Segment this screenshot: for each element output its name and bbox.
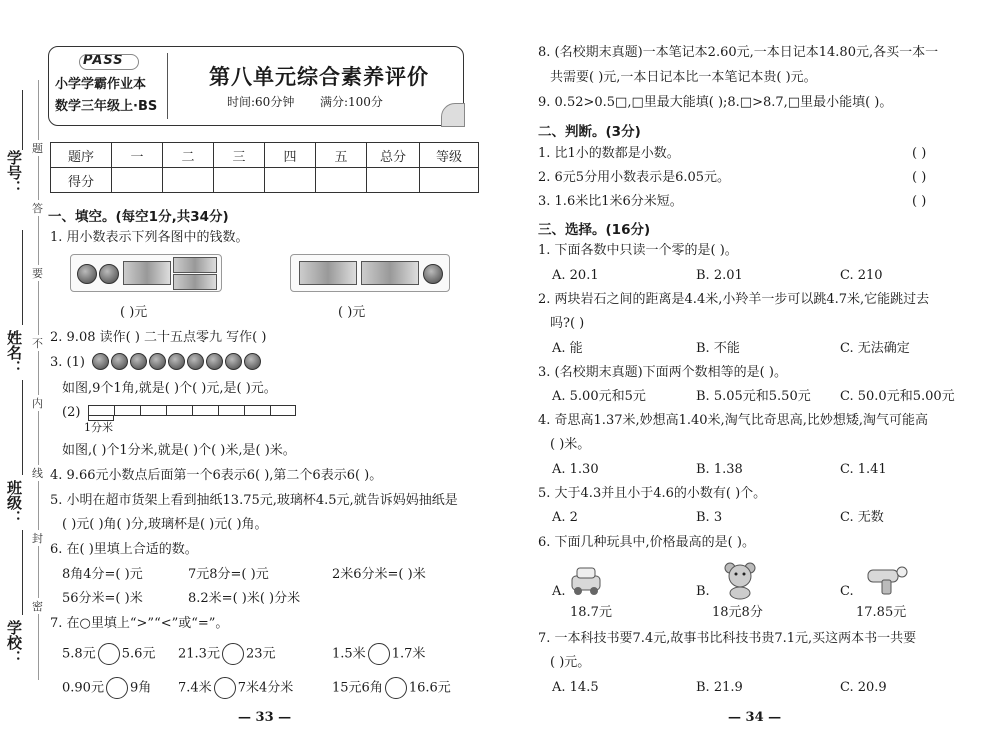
q8-text-a: 8. (名校期末真题)一本笔记本2.60元,一本日记本14.80元,各买一本一 [538, 45, 939, 60]
option-a[interactable]: A. 2 [552, 510, 578, 525]
money-picture-a [70, 254, 222, 292]
score-table [50, 142, 479, 193]
option-c[interactable]: C. 无数 [840, 510, 884, 525]
option-a[interactable]: A. 5.00元和5元 [552, 389, 646, 404]
banknote-icon [361, 261, 419, 285]
q6-item: 8角4分=( )元 [62, 567, 143, 582]
c2-text-a: 2. 两块岩石之间的距离是4.4米,小羚羊一步可以跳4.7米,它能跳过去 [538, 292, 930, 307]
one-yuan-coin-icon [99, 264, 119, 284]
option-c[interactable]: C. 50.0元和5.00元 [840, 389, 955, 404]
c7-text-b: ( )元。 [550, 655, 591, 670]
option-b[interactable]: B. 2.01 [696, 268, 743, 283]
option-a[interactable]: A. 能 [552, 341, 583, 356]
option-b[interactable]: B. 不能 [696, 341, 740, 356]
page-curl-decoration [441, 103, 465, 127]
score-input-cell[interactable] [316, 168, 367, 193]
score-input-cell[interactable] [265, 168, 316, 193]
time-limit: 时间:60分钟 [227, 95, 295, 109]
one-jiao-coin-icon [225, 353, 242, 370]
q7-compare [62, 643, 155, 665]
table-row [51, 168, 479, 193]
seal-char: 题 [32, 142, 43, 155]
page-number: — 33 — [238, 710, 292, 725]
section-fill-in: 一、填空。(每空1分,共34分) [48, 209, 229, 225]
q5-text-b: ( )元( )角( )分,玻璃杯是( )元( )角。 [62, 517, 268, 532]
page-number: — 34 — [728, 710, 782, 725]
option-c-letter[interactable]: C. [840, 584, 854, 599]
q5-text-a: 5. 小明在超市货架上看到抽纸13.75元,玻璃杯4.5元,就告诉妈妈抽纸是 [50, 493, 458, 508]
full-score: 满分:100分 [319, 95, 383, 109]
q8-text-b: 共需要( )元,一本日记本比一本笔记本贵( )元。 [550, 70, 817, 85]
judge-item-2: 2. 6元5分用小数表示是6.05元。 [538, 170, 731, 185]
compare-circle-input[interactable] [222, 643, 244, 665]
one-jiao-coin-icon [92, 353, 109, 370]
q7-compare [332, 677, 451, 699]
option-b[interactable]: B. 1.38 [696, 462, 743, 477]
one-jiao-coin-icon [206, 353, 223, 370]
c4-text-b: ( )米。 [550, 437, 591, 452]
table-cell: 二 [163, 143, 214, 168]
score-input-cell[interactable] [367, 168, 420, 193]
section-choice: 三、选择。(16分) [538, 222, 651, 238]
seal-char: 内 [32, 397, 43, 410]
name-label: 姓名： [5, 330, 23, 375]
price-c: 17.85元 [856, 605, 907, 620]
class-label: 班级： [5, 480, 23, 525]
q6-text: 6. 在( )里填上合适的数。 [50, 542, 198, 557]
q7-compare [178, 677, 293, 699]
student-id-label: 学号： [5, 150, 23, 195]
q6-item: 7元8分=( )元 [188, 567, 269, 582]
score-input-cell[interactable] [214, 168, 265, 193]
judge-answer-1[interactable]: ( ) [912, 146, 927, 161]
option-a[interactable]: A. 20.1 [552, 268, 599, 283]
banknote-icon [123, 261, 171, 285]
option-b[interactable]: B. 21.9 [696, 680, 743, 695]
brand-name: 小学学霸作业本 [55, 77, 147, 92]
compare-right: 5.6元 [121, 646, 156, 662]
compare-left: 0.90元 [62, 680, 104, 696]
exam-info [227, 93, 383, 110]
seal-char: 要 [32, 267, 43, 280]
table-cell: 总分 [367, 143, 420, 168]
compare-right: 9角 [129, 680, 152, 696]
compare-right: 1.7米 [391, 646, 426, 662]
coin-icon [423, 264, 443, 284]
school-blank-line [22, 530, 23, 615]
decimeter-bar [88, 405, 296, 416]
judge-item-3: 3. 1.6米比1米6分米短。 [538, 194, 683, 209]
price-a: 18.7元 [570, 605, 612, 620]
compare-right: 16.6元 [408, 680, 451, 696]
section-true-false: 二、判断。(3分) [538, 124, 641, 140]
compare-right: 7米4分米 [237, 680, 294, 696]
table-cell: 三 [214, 143, 265, 168]
table-cell: 四 [265, 143, 316, 168]
id-blank-line [22, 90, 23, 150]
q1-answer-b[interactable]: ( )元 [338, 305, 366, 320]
option-b[interactable]: B. 5.05元和5.50元 [696, 389, 811, 404]
option-a[interactable]: A. 14.5 [552, 680, 599, 695]
banknote-icon [173, 274, 217, 290]
class-blank-line [22, 380, 23, 475]
page-title: 第八单元综合素养评价 [209, 64, 429, 89]
banknote-icon [299, 261, 357, 285]
c7-text-a: 7. 一本科技书要7.4元,故事书比科技书贵7.1元,买这两本书一共要 [538, 631, 917, 646]
banknote-icon [173, 257, 217, 273]
table-cell: 等级 [420, 143, 479, 168]
score-input-cell[interactable] [163, 168, 214, 193]
one-jiao-coin-icon [111, 353, 128, 370]
q1-answer-a[interactable]: ( )元 [120, 305, 148, 320]
table-cell: 一 [112, 143, 163, 168]
judge-answer-2[interactable]: ( ) [912, 170, 927, 185]
option-a-letter[interactable]: A. [552, 584, 566, 599]
decimeter-unit-label: 1分米 [84, 421, 113, 434]
one-jiao-coin-icon [130, 353, 147, 370]
table-cell: 得分 [51, 168, 112, 193]
option-c[interactable]: C. 210 [840, 268, 883, 283]
q1-text: 1. 用小数表示下列各图中的钱数。 [50, 230, 249, 245]
school-label: 学校： [5, 620, 23, 665]
q3-1-text: 如图,9个1角,就是( )个( )元,是( )元。 [62, 381, 277, 396]
table-cell: 题序 [51, 143, 112, 168]
c1-text: 1. 下面各数中只读一个零的是( )。 [538, 243, 738, 258]
one-yuan-coin-icon [77, 264, 97, 284]
compare-left: 5.8元 [62, 646, 96, 662]
teddy-bear-icon [722, 560, 758, 600]
c5-text: 5. 大于4.3并且小于4.6的小数有( )个。 [538, 486, 767, 501]
q3-2-text: 如图,( )个1分米,就是( )个( )米,是( )米。 [62, 443, 296, 458]
c3-text: 3. (名校期末真题)下面两个数相等的是( )。 [538, 365, 787, 380]
grade-label: 数学三年级上·BS [55, 99, 158, 114]
price-b: 18元8分 [712, 605, 763, 620]
q7-text: 7. 在○里填上“>”“<”或“=”。 [50, 616, 229, 631]
compare-circle-input[interactable] [385, 677, 407, 699]
q7-compare [332, 643, 425, 665]
one-jiao-coin-icon [244, 353, 261, 370]
pass-logo: PASS [83, 53, 124, 68]
one-jiao-coin-icon [168, 353, 185, 370]
q7-compare [62, 677, 151, 699]
header-divider [167, 53, 168, 119]
worksheet-header [48, 46, 464, 126]
q7-compare [178, 643, 276, 665]
compare-left: 7.4米 [178, 680, 212, 696]
table-row [51, 143, 479, 168]
compare-left: 21.3元 [178, 646, 220, 662]
compare-circle-input[interactable] [106, 677, 128, 699]
toy-car-icon [566, 562, 606, 598]
money-picture-b [290, 254, 450, 292]
option-c[interactable]: C. 1.41 [840, 462, 887, 477]
c6-text: 6. 下面几种玩具中,价格最高的是( )。 [538, 535, 755, 550]
compare-left: 15元6角 [332, 680, 383, 696]
seal-char: 不 [32, 337, 43, 350]
q6-item: 56分米=( )米 [62, 591, 143, 606]
option-a[interactable]: A. 1.30 [552, 462, 599, 477]
q3-2-label: (2) [62, 405, 81, 420]
one-jiao-coin-icon [149, 353, 166, 370]
toy-gun-icon [864, 562, 908, 598]
compare-circle-input[interactable] [214, 677, 236, 699]
compare-right: 23元 [245, 646, 276, 662]
one-jiao-coin-icon [187, 353, 204, 370]
seal-char: 答 [32, 202, 43, 215]
q9-text: 9. 0.52>0.5□,□里最大能填( );8.□>8.7,□里最小能填( )。 [538, 95, 893, 110]
compare-circle-input[interactable] [368, 643, 390, 665]
compare-circle-input[interactable] [98, 643, 120, 665]
table-cell: 五 [316, 143, 367, 168]
seal-line [38, 80, 39, 680]
option-b[interactable]: B. 3 [696, 510, 723, 525]
q3-1-label: 3. (1) [50, 355, 85, 370]
option-c[interactable]: C. 无法确定 [840, 341, 910, 356]
score-input-cell[interactable] [112, 168, 163, 193]
q6-item: 2米6分米=( )米 [332, 567, 426, 582]
q4-text: 4. 9.66元小数点后面第一个6表示6( ),第二个6表示6( )。 [50, 468, 383, 483]
seal-char: 密 [32, 600, 43, 613]
dime-coins [92, 353, 263, 370]
score-input-cell[interactable] [420, 168, 479, 193]
c2-text-b: 吗?( ) [550, 316, 585, 331]
seal-char: 封 [32, 532, 43, 545]
judge-item-1: 1. 比1小的数都是小数。 [538, 146, 680, 161]
q2-text: 2. 9.08 读作( ) 二十五点零九 写作( ) [50, 330, 267, 345]
q6-item: 8.2米=( )米( )分米 [188, 591, 301, 606]
name-blank-line [22, 230, 23, 325]
option-b-letter[interactable]: B. [696, 584, 710, 599]
c4-text-a: 4. 奇思高1.37米,妙想高1.40米,淘气比奇思高,比妙想矮,淘气可能高 [538, 413, 928, 428]
seal-char: 线 [32, 467, 43, 480]
judge-answer-3[interactable]: ( ) [912, 194, 927, 209]
compare-left: 1.5米 [332, 646, 366, 662]
option-c[interactable]: C. 20.9 [840, 680, 887, 695]
